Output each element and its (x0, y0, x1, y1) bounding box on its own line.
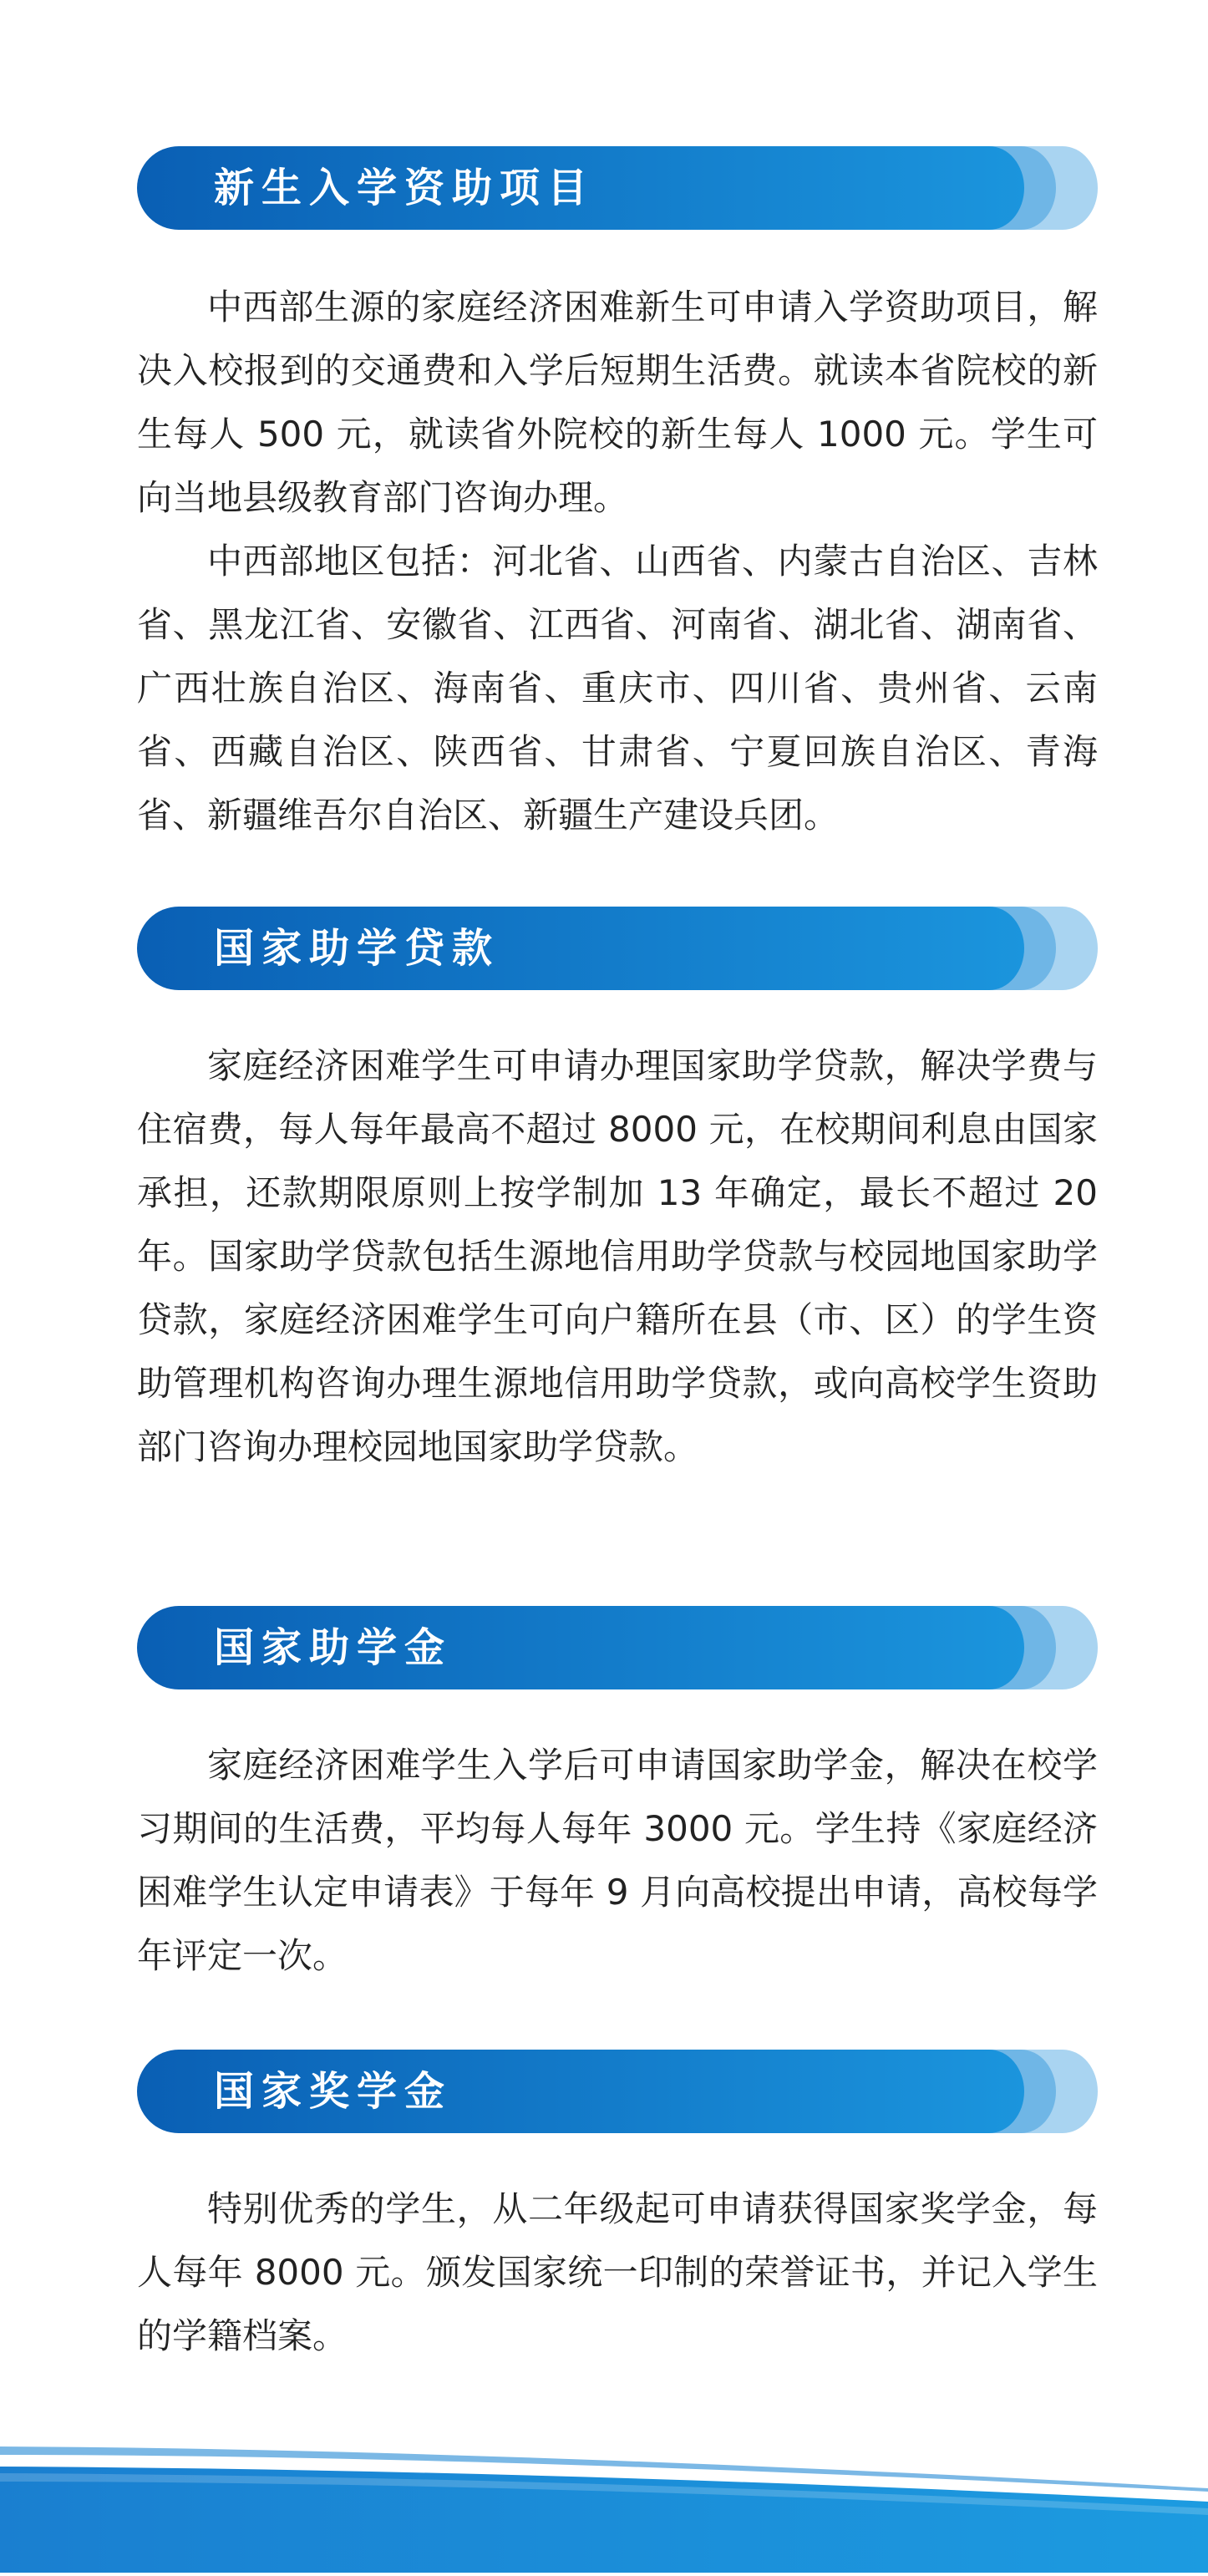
paragraph: 中西部生源的家庭经济困难新生可申请入学资助项目，解决入校报到的交通费和入学后短期生活费。就读本省院校的新生每人 500 元，就读省外院校的新生每人 1000 元。学生可向当地县级教育部门咨询办理。 (137, 287, 1098, 518)
paragraph: 家庭经济困难学生入学后可申请国家助学金，解决在校学习期间的生活费，平均每人每年 3000 元。学生持《家庭经济困难学生认定申请表》于每年 9 月向高校提出申请，高校每学年评定一次。 (137, 1745, 1098, 1976)
section-header (137, 1606, 1098, 1689)
section-title: 国家助学贷款 (214, 925, 500, 972)
paragraph: 家庭经济困难学生可申请办理国家助学贷款，解决学费与住宿费，每人每年最高不超过 8000 元，在校期间利息由国家承担，还款期限原则上按学制加 13 年确定，最长不超过 20 年。国家助学贷款包括生源地信用助学贷款与校园地国家助学贷款，家庭经济困难学生可向户籍所在县（市、区）的学生资助管理机构咨询办理生源地信用助学贷款，或向高校学生资助部门咨询办理校园地国家助学贷款。 (137, 1045, 1098, 1467)
section-title: 国家助学金 (214, 1624, 453, 1671)
section-header (137, 146, 1098, 230)
section-title: 新生入学资助项目 (214, 165, 596, 211)
paragraph: 中西部地区包括：河北省、山西省、内蒙古自治区、吉林省、黑龙江省、安徽省、江西省、河南省、湖北省、湖南省、广西壮族自治区、海南省、重庆市、四川省、贵州省、云南省、西藏自治区、陕西省、甘肃省、宁夏回族自治区、青海省、新疆维吾尔自治区、新疆生产建设兵团。 (137, 541, 1098, 836)
footer-wave (0, 2415, 1208, 2573)
paragraph: 特别优秀的学生，从二年级起可申请获得国家奖学金，每人每年 8000 元。颁发国家统一印制的荣誉证书，并记入学生的学籍档案。 (137, 2188, 1098, 2356)
footer-wave-graphic (0, 2415, 1208, 2573)
section-header (137, 2050, 1098, 2133)
section-body (137, 276, 1098, 847)
section-body (137, 1034, 1098, 1479)
section-title: 国家奖学金 (214, 2068, 453, 2115)
section-body (137, 1734, 1098, 1988)
section-header (137, 907, 1098, 990)
section-body (137, 2177, 1098, 2368)
